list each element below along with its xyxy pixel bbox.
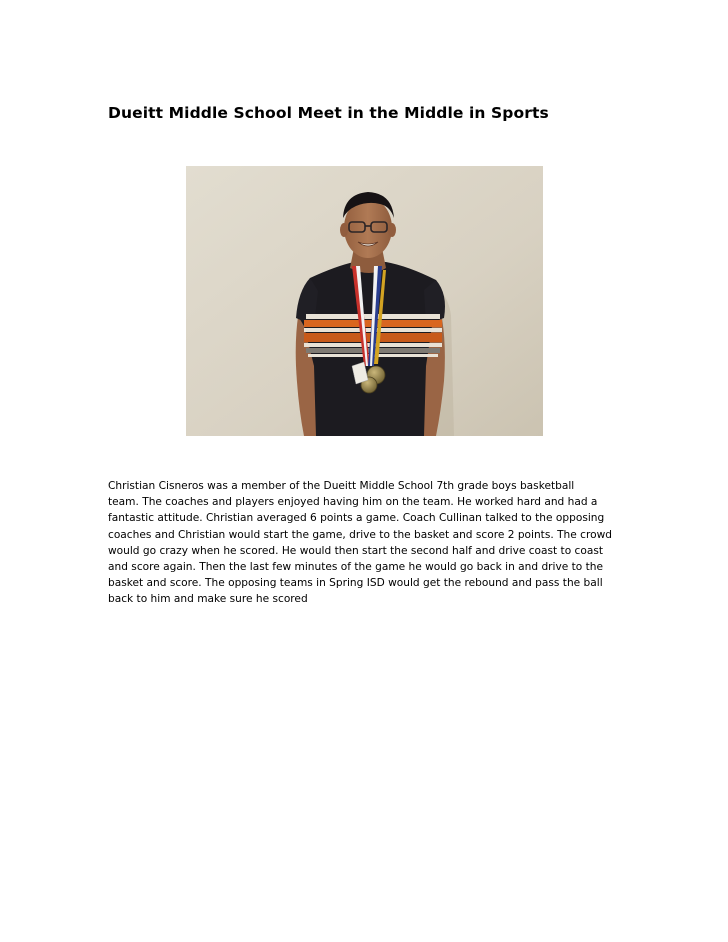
article-line: Christian Cisneros was a member of the Dueitt Middle School 7th grade boys basketball: [108, 480, 575, 492]
article-photo: [186, 166, 543, 436]
student-photo-illustration: [186, 166, 543, 436]
page-title: Dueitt Middle School Meet in the Middle in Sports: [108, 104, 549, 122]
article-line: and score again. Then the last few minutes of the game he would go back in and drive to the: [108, 561, 604, 574]
article-line: fantastic attitude. Christian averaged 6 points a game. Coach Cullinan talked to the opposing: [108, 512, 605, 525]
article-line: back to him and make sure he scored: [108, 593, 308, 606]
article-line: team. The coaches and players enjoyed having him on the team. He worked hard and had a: [108, 496, 598, 509]
article-line: coaches and Christian would start the game, drive to the basket and score 2 points. The crowd: [108, 528, 612, 541]
article-line: basket and score. The opposing teams in Spring ISD would get the rebound and pass the ball: [108, 577, 603, 590]
article-line: would go crazy when he scored. He would then start the second half and drive coast to coast: [108, 544, 604, 557]
article-body: [108, 478, 628, 608]
